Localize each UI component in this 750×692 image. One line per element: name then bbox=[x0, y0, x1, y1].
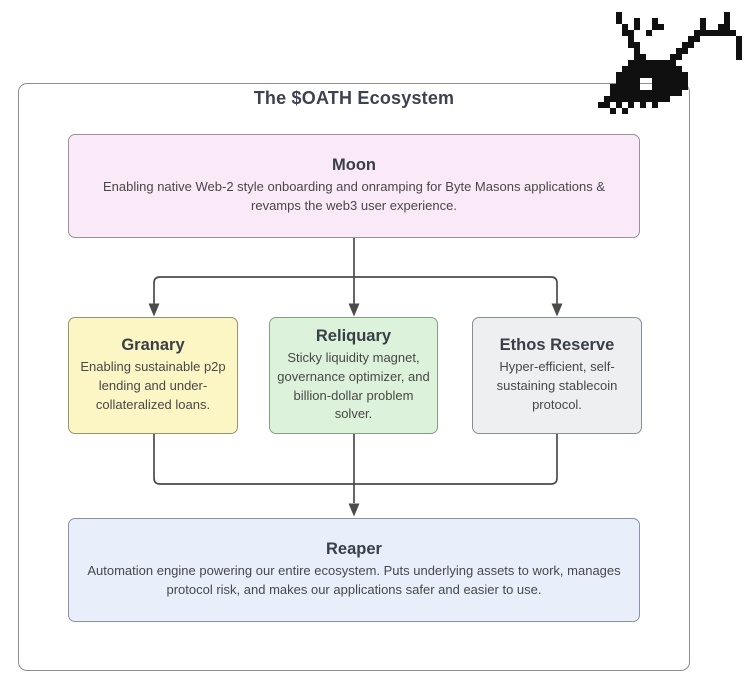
node-ethos-reserve bbox=[472, 317, 642, 434]
node-granary-title: Granary bbox=[121, 336, 185, 355]
node-ethos-title: Ethos Reserve bbox=[499, 336, 615, 355]
node-reaper-title: Reaper bbox=[326, 540, 382, 559]
deer-skull-logo bbox=[598, 6, 748, 114]
node-reaper bbox=[68, 518, 640, 622]
node-moon bbox=[68, 134, 640, 238]
node-moon-description: Enabling native Web-2 style onboarding and onramping for Byte Masons applications & revamps the web3 user experience. bbox=[102, 179, 605, 213]
node-moon-title: Moon bbox=[332, 156, 376, 175]
node-reliquary-title: Reliquary bbox=[315, 327, 392, 346]
node-granary-description: Enabling sustainable p2p lending and under-collateralized loans. bbox=[80, 359, 226, 412]
node-reaper-description: Automation engine powering our entire ecosystem. Puts underlying assets to work, manages protocol risk, and makes our applications safer and easier to use. bbox=[87, 563, 621, 597]
node-reliquary-description: Sticky liquidity magnet, governance optimizer, and billion-dollar problem solver. bbox=[277, 350, 430, 422]
node-granary bbox=[68, 317, 238, 434]
node-ethos-description: Hyper-efficient, self-sustaining stablecoin protocol. bbox=[496, 359, 618, 412]
node-reliquary bbox=[269, 317, 438, 434]
diagram-title: The $OATH Ecosystem bbox=[253, 88, 455, 108]
